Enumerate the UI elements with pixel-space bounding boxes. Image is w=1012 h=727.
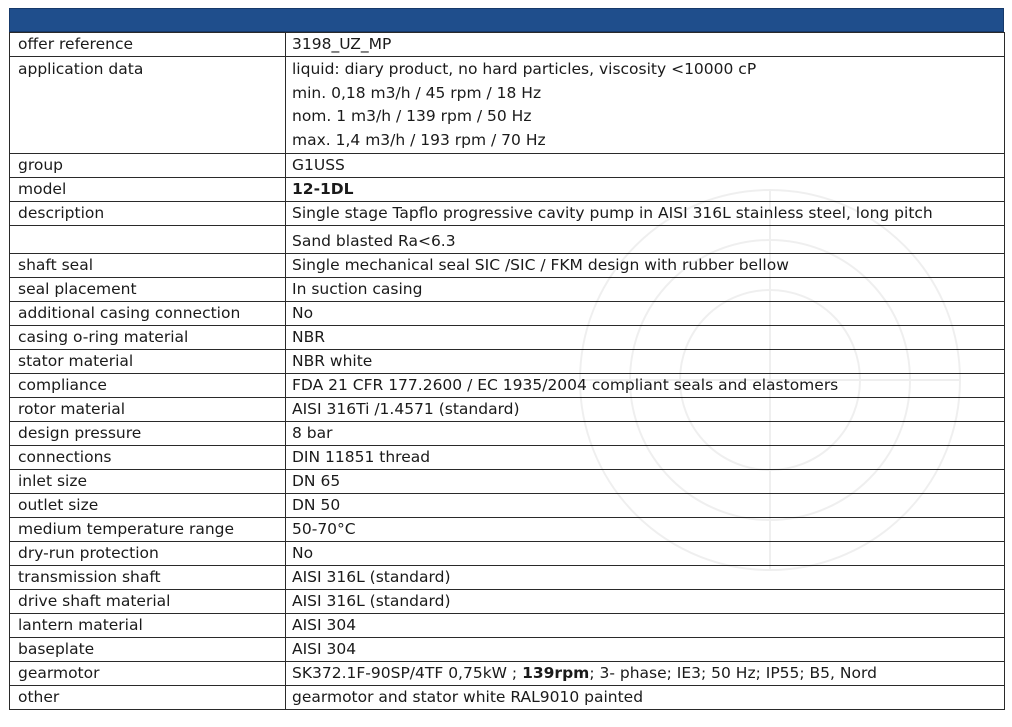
table-row (10, 326, 1005, 350)
row-label: other (10, 686, 286, 710)
application-line: min. 0,18 m3/h / 45 rpm / 18 Hz (292, 83, 542, 102)
application-line: max. 1,4 m3/h / 193 rpm / 70 Hz (292, 130, 546, 149)
gearmotor-value-post: ; 3- phase; IE3; 50 Hz; IP55; B5, Nord (589, 664, 877, 682)
row-label: connections (10, 446, 286, 470)
row-label: medium temperature range (10, 518, 286, 542)
row-label: shaft seal (10, 254, 286, 278)
row-value: Single stage Tapflo progressive cavity pump in AISI 316L stainless steel, long pitch (286, 202, 1005, 226)
table-row (10, 33, 1005, 57)
row-label: compliance (10, 374, 286, 398)
gearmotor-value-pre: SK372.1F-90SP/4TF 0,75kW ; (292, 664, 523, 682)
row-label: model (10, 178, 286, 202)
table-row (10, 446, 1005, 470)
row-value: DN 65 (286, 470, 1005, 494)
table-row (10, 470, 1005, 494)
table-row (10, 590, 1005, 614)
table-row (10, 686, 1005, 710)
table-row (10, 154, 1005, 178)
row-label (10, 226, 286, 254)
spec-sheet (9, 8, 1004, 710)
row-value: Single mechanical seal SIC /SIC / FKM design with rubber bellow (286, 254, 1005, 278)
table-row (10, 202, 1005, 226)
table-row (10, 494, 1005, 518)
row-value: NBR white (286, 350, 1005, 374)
row-label: group (10, 154, 286, 178)
row-label: lantern material (10, 614, 286, 638)
row-label: dry-run protection (10, 542, 286, 566)
table-row (10, 398, 1005, 422)
row-value: 3198_UZ_MP (286, 33, 1005, 57)
spec-table (9, 32, 1005, 710)
row-label: description (10, 202, 286, 226)
row-label: drive shaft material (10, 590, 286, 614)
table-row (10, 57, 1005, 154)
table-row (10, 614, 1005, 638)
row-value: AISI 304 (286, 614, 1005, 638)
row-label: design pressure (10, 422, 286, 446)
table-row (10, 178, 1005, 202)
row-label: additional casing connection (10, 302, 286, 326)
row-label: casing o-ring material (10, 326, 286, 350)
table-row (10, 638, 1005, 662)
row-label: application data (10, 57, 286, 154)
row-label: transmission shaft (10, 566, 286, 590)
model-value: 12-1DL (292, 180, 354, 198)
row-value: NBR (286, 326, 1005, 350)
row-label: rotor material (10, 398, 286, 422)
table-row (10, 518, 1005, 542)
row-value: Sand blasted Ra<6.3 (286, 226, 1005, 254)
row-value: No (286, 542, 1005, 566)
table-row (10, 542, 1005, 566)
table-row (10, 254, 1005, 278)
table-row (10, 278, 1005, 302)
row-value (286, 662, 1005, 686)
table-row (10, 302, 1005, 326)
application-line: liquid: diary product, no hard particles, viscosity <10000 cP (292, 60, 757, 78)
row-label: outlet size (10, 494, 286, 518)
gearmotor-speed: 139rpm (522, 664, 590, 682)
table-row (10, 374, 1005, 398)
row-label: inlet size (10, 470, 286, 494)
row-value (286, 57, 1005, 154)
row-label: seal placement (10, 278, 286, 302)
table-row (10, 350, 1005, 374)
row-label: offer reference (10, 33, 286, 57)
row-value: AISI 304 (286, 638, 1005, 662)
table-row (10, 566, 1005, 590)
row-value: FDA 21 CFR 177.2600 / EC 1935/2004 compliant seals and elastomers (286, 374, 1005, 398)
row-value: AISI 316Ti /1.4571 (standard) (286, 398, 1005, 422)
table-row (10, 662, 1005, 686)
application-line: nom. 1 m3/h / 139 rpm / 50 Hz (292, 107, 532, 125)
row-label: baseplate (10, 638, 286, 662)
row-value: G1USS (286, 154, 1005, 178)
row-value: AISI 316L (standard) (286, 590, 1005, 614)
row-value: No (286, 302, 1005, 326)
row-value: AISI 316L (standard) (286, 566, 1005, 590)
table-row (10, 226, 1005, 254)
row-value: 50-70°C (286, 518, 1005, 542)
table-row (10, 422, 1005, 446)
row-label: stator material (10, 350, 286, 374)
row-value: DIN 11851 thread (286, 446, 1005, 470)
row-value: gearmotor and stator white RAL9010 painted (286, 686, 1005, 710)
row-value: DN 50 (286, 494, 1005, 518)
row-value: 8 bar (286, 422, 1005, 446)
row-value: In suction casing (286, 278, 1005, 302)
row-value (286, 178, 1005, 202)
table-header-bar (9, 8, 1004, 32)
row-label: gearmotor (10, 662, 286, 686)
